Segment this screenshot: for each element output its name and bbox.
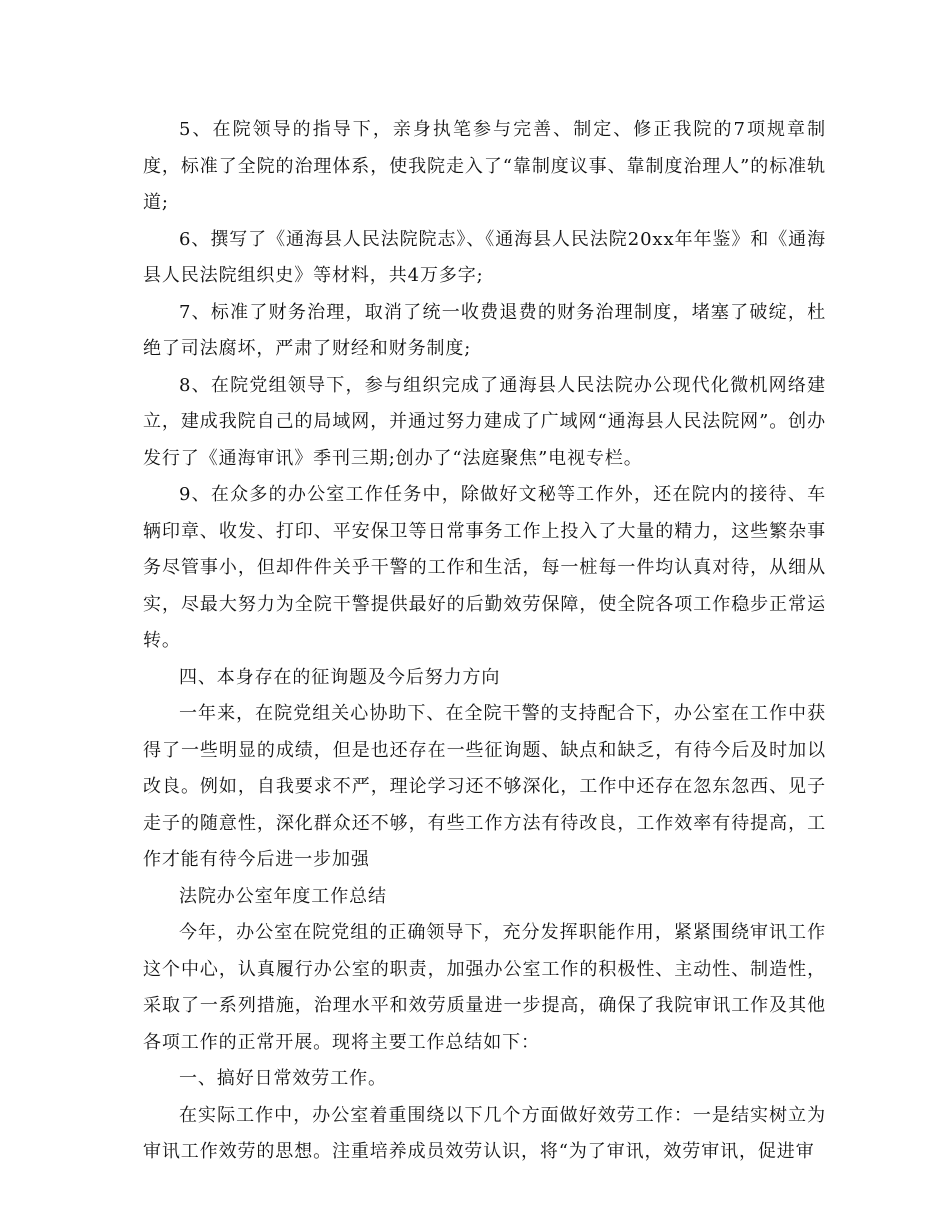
paragraph-item-6: 6、撰写了《通海县人民法院院志》、《通海县人民法院20xx年年鉴》和《通海县人民法院组织史》等材料，共4万多字; <box>143 228 826 286</box>
paragraph-item-5: 5、在院领导的指导下，亲身执笔参与完善、制定、修正我院的7项规章制度，标准了全院的治理体系，使我院走入了“靠制度议事、靠制度治理人”的标准轨道; <box>143 119 826 213</box>
paragraph-shortcomings: 一年来，在院党组关心协助下、在全院干警的支持配合下，办公室在工作中获得了一些明显的成绩，但是也还存在一些征询题、缺点和缺乏，有待今后及时加以改良。例如，自我要求不严，理论学习还不够深化，工作中还存在忽东忽西、见子走子的随意性，深化群众还不够，有些工作方法有待改良，工作效率有待提高，工作才能有待今后进一步加强 <box>143 703 826 870</box>
paragraph-item-9: 9、在众多的办公室工作任务中，除做好文秘等工作外，还在院内的接待、车辆印章、收发、打印、平安保卫等日常事务工作上投入了大量的精力，这些繁杂事务尽管事小，但却件件关乎干警的工作和生活，每一桩每一件均认真对待，从细从实，尽最大努力为全院干警提供最好的后勤效劳保障，使全院各项工作稳步正常运转。 <box>143 484 826 651</box>
document-title: 法院办公室年度工作总结 <box>179 885 387 907</box>
section-heading-one: 一、搞好日常效劳工作。 <box>179 1068 387 1089</box>
section-heading-four: 四、本身存在的征询题及今后努力方向 <box>179 666 501 688</box>
document-body <box>143 112 826 1171</box>
paragraph-item-8: 8、在院党组领导下，参与组织完成了通海县人民法院办公现代化微机网络建立，建成我院自己的局域网，并通过努力建成了广域网“通海县人民法院网”。创办发行了《通海审讯》季刊三期;创办了“法庭聚焦”电视专栏。 <box>143 374 826 469</box>
paragraph-service-work: 在实际工作中，办公室着重围绕以下几个方面做好效劳工作：一是结实树立为审讯工作效劳的思想。注重培养成员效劳认识，将“为了审讯，效劳审讯，促进审 <box>143 1104 826 1162</box>
paragraph-intro: 今年，办公室在院党组的正确领导下，充分发挥职能作用，紧紧围绕审讯工作这个中心，认真履行办公室的职责，加强办公室工作的积极性、主动性、制造性，采取了一系列措施，治理水平和效劳质量进一步提高，确保了我院审讯工作及其他各项工作的正常开展。现将主要工作总结如下： <box>143 922 826 1053</box>
paragraph-item-7: 7、标准了财务治理，取消了统一收费退费的财务治理制度，堵塞了破绽，杜绝了司法腐坏，严肃了财经和财务制度; <box>143 301 826 359</box>
